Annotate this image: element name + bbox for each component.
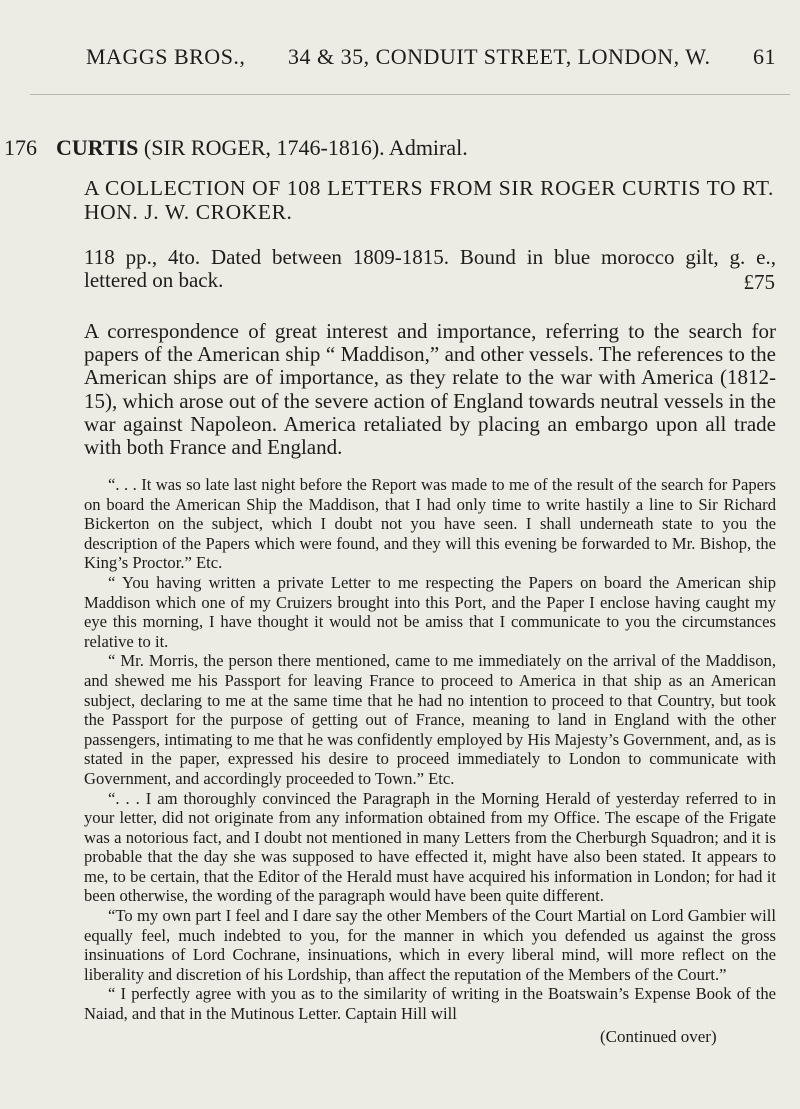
letter-paragraph: “To my own part I feel and I dare say the other Members of the Court Martial on Lord Gambier will equally feel, much indebted to you, for the manner in which you defended us against the gross insinuations of Lord Cochrane, insinuations, which in every liberal mind, will more reflect on the liberality and discretion of his Lordship, than affect the reputation of the Members of the Court.” — [84, 906, 776, 984]
letter-paragraph: “ You having written a private Letter to me respecting the Papers on board the American ship Maddison which one of my Cruizers brought into this Port, and the Paper I enclose having caught my eye this morning, I have thought it would not be amiss that I communicate to you the circumstances relative to it. — [84, 572, 776, 651]
lot-number: 176 — [4, 135, 37, 160]
letter-paragraph: “. . . I am thoroughly convinced the Paragraph in the Morning Herald of yesterday referred to in your letter, did not originate from any information obtained from my Office. The escape of the Frigate was a notorious fact, and I doubt not mentioned in many Letters from the Cherburgh Squadron; and it is probable that the day she was supposed to have effected it, might have also been stated. It appears to me, to be certain, that the Editor of the Herald must have acquired his information in London; for had it been otherwise, the wording of the paragraph would have been quite different. — [84, 788, 776, 906]
running-header — [86, 44, 776, 70]
lot-intro: A correspondence of great interest and importance, referring to the search for papers of the American ship “ Maddison,” and other vessels. The references to the American ships are of importance, as they relate to the war with America (1812-15), which arose out of the severe action of England towards neutral vessels in the war against Napoleon. America retaliated by placing an embargo upon all trade with both France and England. — [84, 319, 776, 460]
lot-description: 118 pp., 4to. Dated between 1809-1815. Bound in blue morocco gilt, g. e., lettered on back. — [84, 245, 776, 292]
header-address: 34 & 35, CONDUIT STREET, LONDON, W. — [287, 44, 711, 69]
header-rule — [30, 94, 790, 95]
lot-title-rest: (SIR ROGER, 1746-1816). Admiral. — [143, 135, 468, 160]
continued-note: (Continued over) — [600, 1027, 717, 1046]
page-number: 61 — [753, 44, 776, 69]
lot-subheading: A COLLECTION OF 108 LETTERS FROM SIR ROGER CURTIS TO RT. HON. J. W. CROKER. — [84, 176, 774, 224]
letter-excerpts — [84, 475, 776, 1024]
header-firm: MAGGS BROS., — [86, 44, 246, 69]
letter-paragraph: “ I perfectly agree with you as to the similarity of writing in the Boatswain’s Expense Book of the Naiad, and that in the Mutinous Letter. Captain Hill will — [84, 984, 776, 1024]
lot-title — [56, 135, 776, 161]
lot-name: CURTIS — [56, 135, 139, 160]
letter-paragraph: “. . . It was so late last night before the Report was made to me of the result of the search for Papers on board the American Ship the Maddison, that I had only time to write hastily a line to Sir Richard Bickerton on the subject, which I doubt not you have seen. I shall underneath state to you the description of the Papers which were found, and they will this evening be forwarded to Mr. Bishop, the King’s Proctor.” Etc. — [84, 475, 776, 573]
lot-price: £75 — [743, 270, 775, 294]
letter-paragraph: “ Mr. Morris, the person there mentioned, came to me immediately on the arrival of the Maddison, and shewed me his Passport for leaving France to proceed to America in that ship as an American subject, declaring to me at the same time that he had no intention to proceed to that Country, but took the Passport for the purpose of getting out of France, meaning to land in England with the other passengers, intimating to me that he was confidently employed by His Majesty’s Government, and, as is stated in the paper, expressed his desire to proceed immediately to London to communicate with Government, and accordingly proceeded to Town.” Etc. — [84, 651, 776, 788]
